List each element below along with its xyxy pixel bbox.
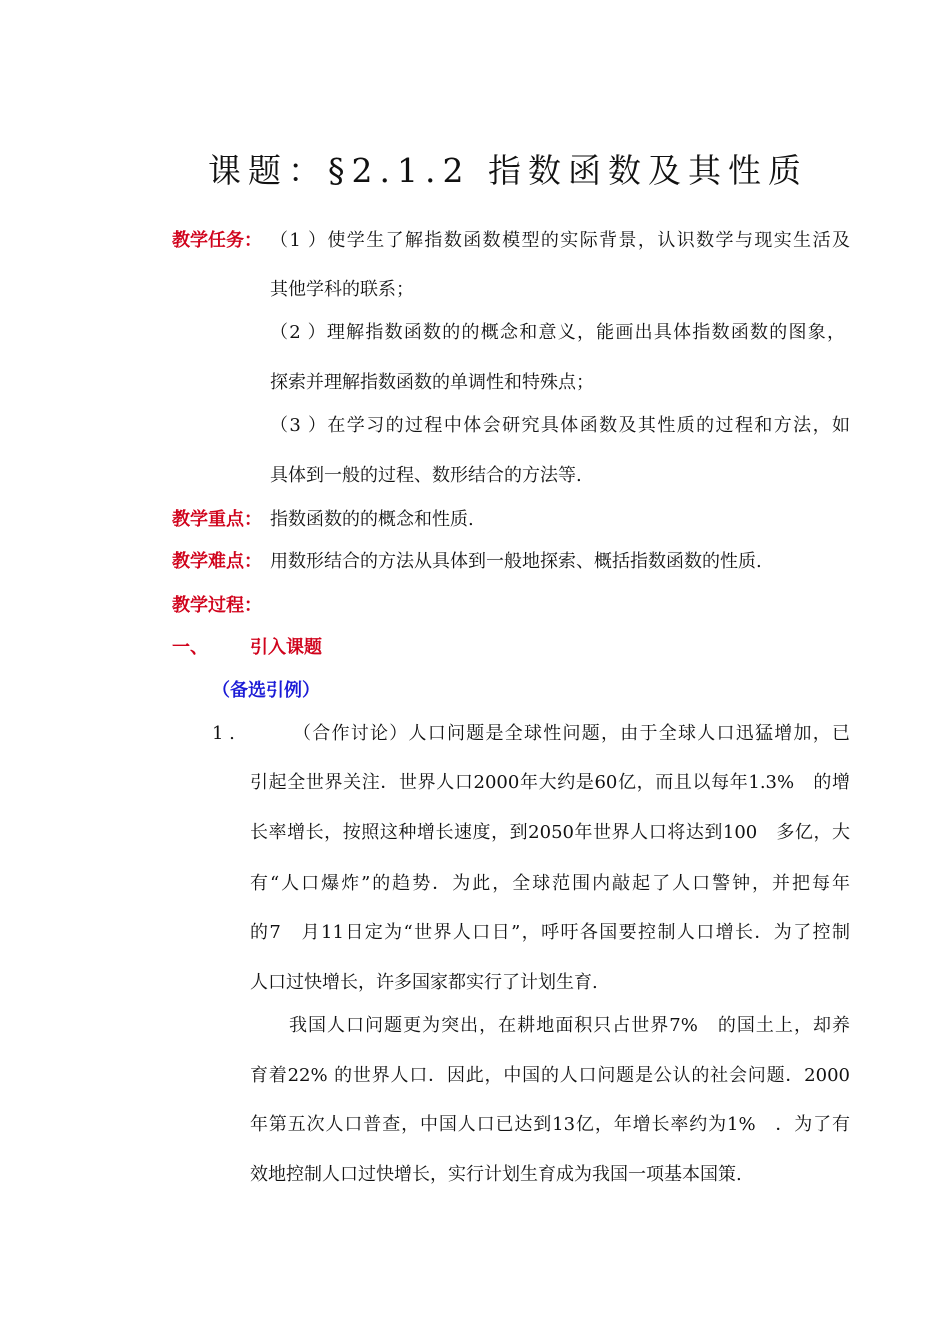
example-1-para-2-line-3: 年第五次人口普查，中国人口已达到13亿，年增长率约为1% ．为了有	[250, 1114, 850, 1135]
example-1-para-2-line-1: 我国人口问题更为突出，在耕地面积只占世界7% 的国土上，却养	[289, 1015, 850, 1036]
teaching-process-label: 教学过程：	[172, 595, 262, 616]
task-item-1-line-1: （1 ）使学生了解指数函数模型的实际背景，认识数学与现实生活及	[270, 230, 850, 251]
example-1-line-3: 长率增长，按照这种增长速度，到2050年世界人口将达到100 多亿，大	[250, 822, 850, 843]
example-1-line-6: 人口过快增长，许多国家都实行了计划生育.	[250, 972, 598, 993]
optional-examples-note: （备选引例）	[212, 680, 320, 701]
task-item-2-line-1: （2 ）理解指数函数的的概念和意义，能画出具体指数函数的图象，	[270, 322, 845, 343]
task-item-3-line-1: （3 ）在学习的过程中体会研究具体函数及其性质的过程和方法，如	[270, 415, 850, 436]
teaching-difficulty-label: 教学难点：	[172, 551, 262, 572]
task-item-1-line-2: 其他学科的联系；	[270, 279, 414, 300]
example-1-line-1: （合作讨论）人口问题是全球性问题，由于全球人口迅猛增加，已	[293, 723, 850, 744]
teaching-focus-label: 教学重点：	[172, 509, 262, 530]
section-1-title: 引入课题	[250, 637, 322, 658]
teaching-tasks-label: 教学任务：	[172, 230, 262, 251]
task-item-2-line-2: 探索并理解指数函数的单调性和特殊点；	[270, 372, 594, 393]
teaching-focus-text: 指数函数的的概念和性质.	[270, 509, 474, 530]
task-item-3-line-2: 具体到一般的过程、数形结合的方法等.	[270, 465, 582, 486]
example-1-line-4: 有“人口爆炸”的趋势．为此，全球范围内敲起了人口警钟，并把每年	[250, 873, 850, 894]
example-1-para-2-line-2: 育着22% 的世界人口．因此，中国的人口问题是公认的社会问题．2000	[250, 1065, 850, 1086]
example-1-number: 1 .	[212, 723, 235, 744]
example-1-line-5: 的7 月11日定为“世界人口日”，呼吁各国要控制人口增长．为了控制	[250, 922, 850, 943]
section-1-number: 一、	[172, 637, 208, 658]
example-1-para-2-line-4: 效地控制人口过快增长，实行计划生育成为我国一项基本国策.	[250, 1164, 742, 1185]
page-title: 课题：§2.1.2 指数函数及其性质	[208, 151, 808, 190]
teaching-difficulty-text: 用数形结合的方法从具体到一般地探索、概括指数函数的性质.	[270, 551, 762, 572]
example-1-line-2: 引起全世界关注．世界人口2000年大约是60亿，而且以每年1.3% 的增	[250, 772, 850, 793]
